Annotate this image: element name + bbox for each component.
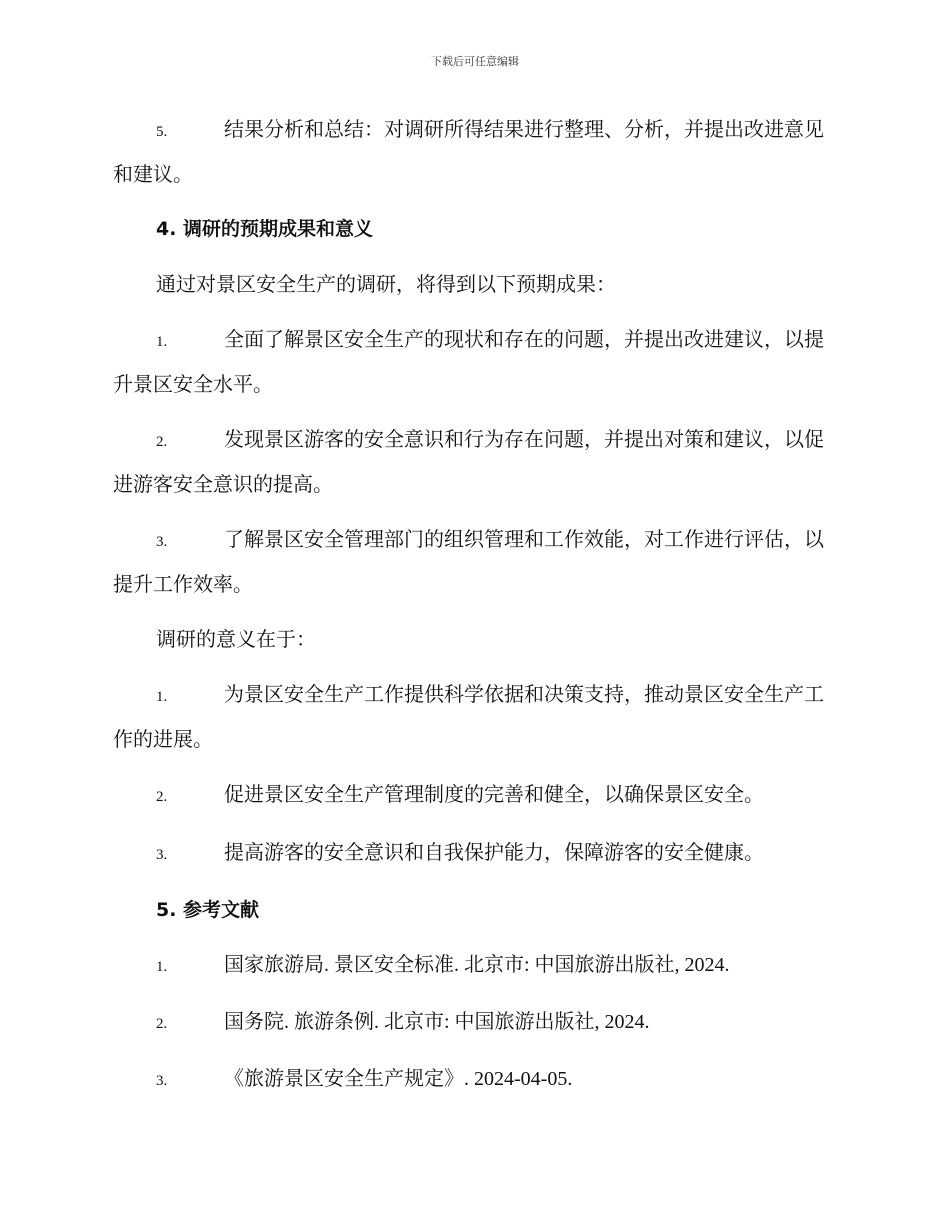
section-heading-outcomes: 4. 调研的预期成果和意义 — [156, 218, 374, 240]
list-text: 为景区安全生产工作提供科学依据和决策支持，推动景区安全生产工作的进展。 — [113, 682, 824, 751]
list-number: 1. — [156, 689, 168, 705]
document-body — [113, 108, 838, 1115]
reference-item — [113, 1058, 838, 1102]
list-text: 结果分析和总结：对调研所得结果进行整理、分析，并提出改进意见和建议。 — [113, 117, 824, 186]
list-item — [113, 673, 838, 760]
reference-text: 国务院. 旅游条例. 北京市: 中国旅游出版社, 2024. — [224, 1011, 650, 1033]
list-text: 提高游客的安全意识和自我保护能力，保障游客的安全健康。 — [224, 840, 764, 864]
list-text: 了解景区安全管理部门的组织管理和工作效能，对工作进行评估，以提升工作效率。 — [113, 527, 824, 596]
list-number: 5. — [156, 124, 168, 140]
list-item — [113, 518, 838, 605]
list-text: 全面了解景区安全生产的现状和存在的问题，并提出改进建议，以提升景区安全水平。 — [113, 327, 824, 396]
list-text: 促进景区安全生产管理制度的完善和健全，以确保景区安全。 — [224, 782, 764, 806]
list-number: 3. — [156, 847, 168, 863]
list-number: 2. — [156, 1016, 168, 1032]
list-number: 2. — [156, 789, 168, 805]
list-number: 1. — [156, 959, 168, 975]
reference-item — [113, 1001, 838, 1045]
list-item — [113, 831, 838, 876]
page-header: 下载后可任意编辑 — [431, 55, 519, 68]
outcomes-intro: 通过对景区安全生产的调研，将得到以下预期成果： — [156, 272, 616, 296]
section-heading-references: 5. 参考文献 — [156, 899, 260, 921]
reference-item — [113, 944, 838, 988]
list-number: 3. — [156, 534, 168, 550]
list-number: 3. — [156, 1073, 168, 1089]
list-number: 1. — [156, 334, 168, 350]
reference-text: 国家旅游局. 景区安全标准. 北京市: 中国旅游出版社, 2024. — [224, 954, 730, 976]
significance-intro: 调研的意义在于： — [156, 627, 316, 651]
list-item-result-analysis — [113, 108, 838, 195]
list-text: 发现景区游客的安全意识和行为存在问题，并提出对策和建议，以促进游客安全意识的提高。 — [113, 427, 824, 496]
reference-text: 《旅游景区安全生产规定》. 2024-04-05. — [224, 1068, 573, 1090]
list-number: 2. — [156, 434, 168, 450]
list-item — [113, 773, 838, 818]
list-item — [113, 418, 838, 505]
list-item — [113, 318, 838, 405]
